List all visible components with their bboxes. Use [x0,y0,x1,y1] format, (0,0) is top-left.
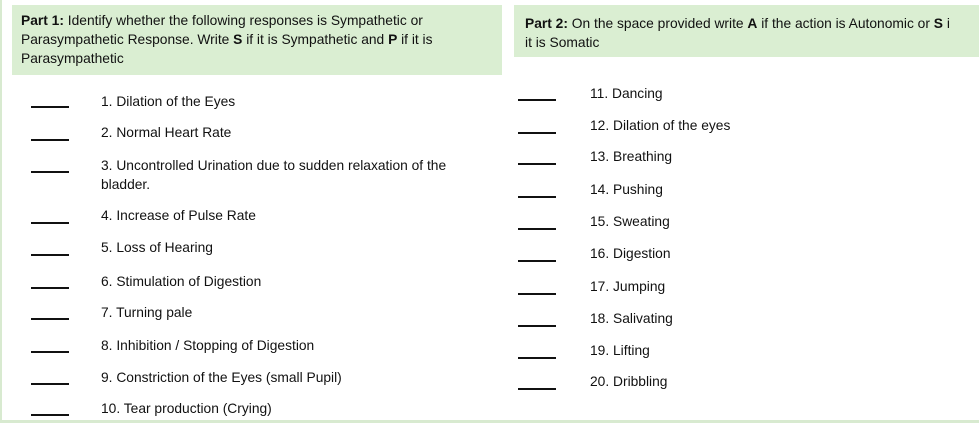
part2-item-13: 13. Breathing [590,149,673,164]
answer-blank-16[interactable] [518,260,556,262]
answer-blank-12[interactable] [518,132,556,134]
part2-instruction-text-b: if the action is Autonomic or [757,16,934,31]
answer-blank-9[interactable] [31,383,69,385]
part1-instruction-text-b: if it is Sympathetic and [242,32,389,47]
answer-blank-6[interactable] [31,287,69,289]
part2-instructions [514,5,979,57]
part2-instruction-text-c: i [942,16,950,31]
part2-item-12: 12. Dilation of the eyes [590,118,731,133]
answer-blank-19[interactable] [518,357,556,359]
part1-item-6: 6. Stimulation of Digestion [101,274,262,289]
part2-item-16: 16. Digestion [590,246,671,261]
part1-letter-s: S [233,32,243,47]
part1-item-5: 5. Loss of Hearing [101,240,213,255]
answer-blank-11[interactable] [518,99,556,101]
answer-blank-10[interactable] [31,414,69,416]
answer-blank-5[interactable] [31,254,69,256]
part2-item-11: 11. Dancing [590,86,663,101]
answer-blank-4[interactable] [31,222,69,224]
part2-item-14: 14. Pushing [590,182,663,197]
answer-blank-7[interactable] [31,318,69,320]
part2-instruction-text-a: On the space provided write [567,16,748,31]
part2-item-18: 18. Salivating [590,311,673,326]
part1-item-7: 7. Turning pale [101,305,193,320]
part1-label: Part 1: [21,13,64,28]
part2-item-17: 17. Jumping [590,279,666,294]
answer-blank-18[interactable] [518,325,556,327]
part1-item-4: 4. Increase of Pulse Rate [101,208,256,223]
answer-blank-13[interactable] [518,163,556,165]
part1-item-2: 2. Normal Heart Rate [101,125,232,140]
part1-item-10: 10. Tear production (Crying) [101,401,272,416]
part2-item-19: 19. Lifting [590,343,650,358]
part2-letter-a: A [747,16,758,31]
answer-blank-17[interactable] [518,293,556,295]
answer-blank-3[interactable] [31,171,69,173]
answer-blank-8[interactable] [31,351,69,353]
answer-blank-14[interactable] [518,196,556,198]
answer-blank-15[interactable] [518,228,556,230]
left-border [0,0,2,423]
part2-instruction-line2: it is Somatic [525,35,600,50]
answer-blank-20[interactable] [518,388,556,390]
part2-item-15: 15. Sweating [590,214,670,229]
part2-letter-s: S [933,16,943,31]
answer-blank-2[interactable] [31,139,69,141]
part1-item-9: 9. Constriction of the Eyes (small Pupil) [101,370,342,385]
part1-letter-p: P [388,32,398,47]
part1-item-3: 3. Uncontrolled Urination due to sudden relaxation of the bladder. [101,158,447,192]
part1-instruction-text-a: Identify whether the following responses is Sympathetic or Parasympathetic Response. Write [21,13,423,47]
part1-item-8: 8. Inhibition / Stopping of Digestion [101,338,315,353]
part1-item-1: 1. Dilation of the Eyes [101,94,236,109]
part2-label: Part 2: [525,16,568,31]
part1-instructions [12,5,502,75]
answer-blank-1[interactable] [31,106,69,108]
part1-instruction-text-c: if it is Parasympathetic [21,32,433,66]
part2-item-20: 20. Dribbling [590,374,668,389]
